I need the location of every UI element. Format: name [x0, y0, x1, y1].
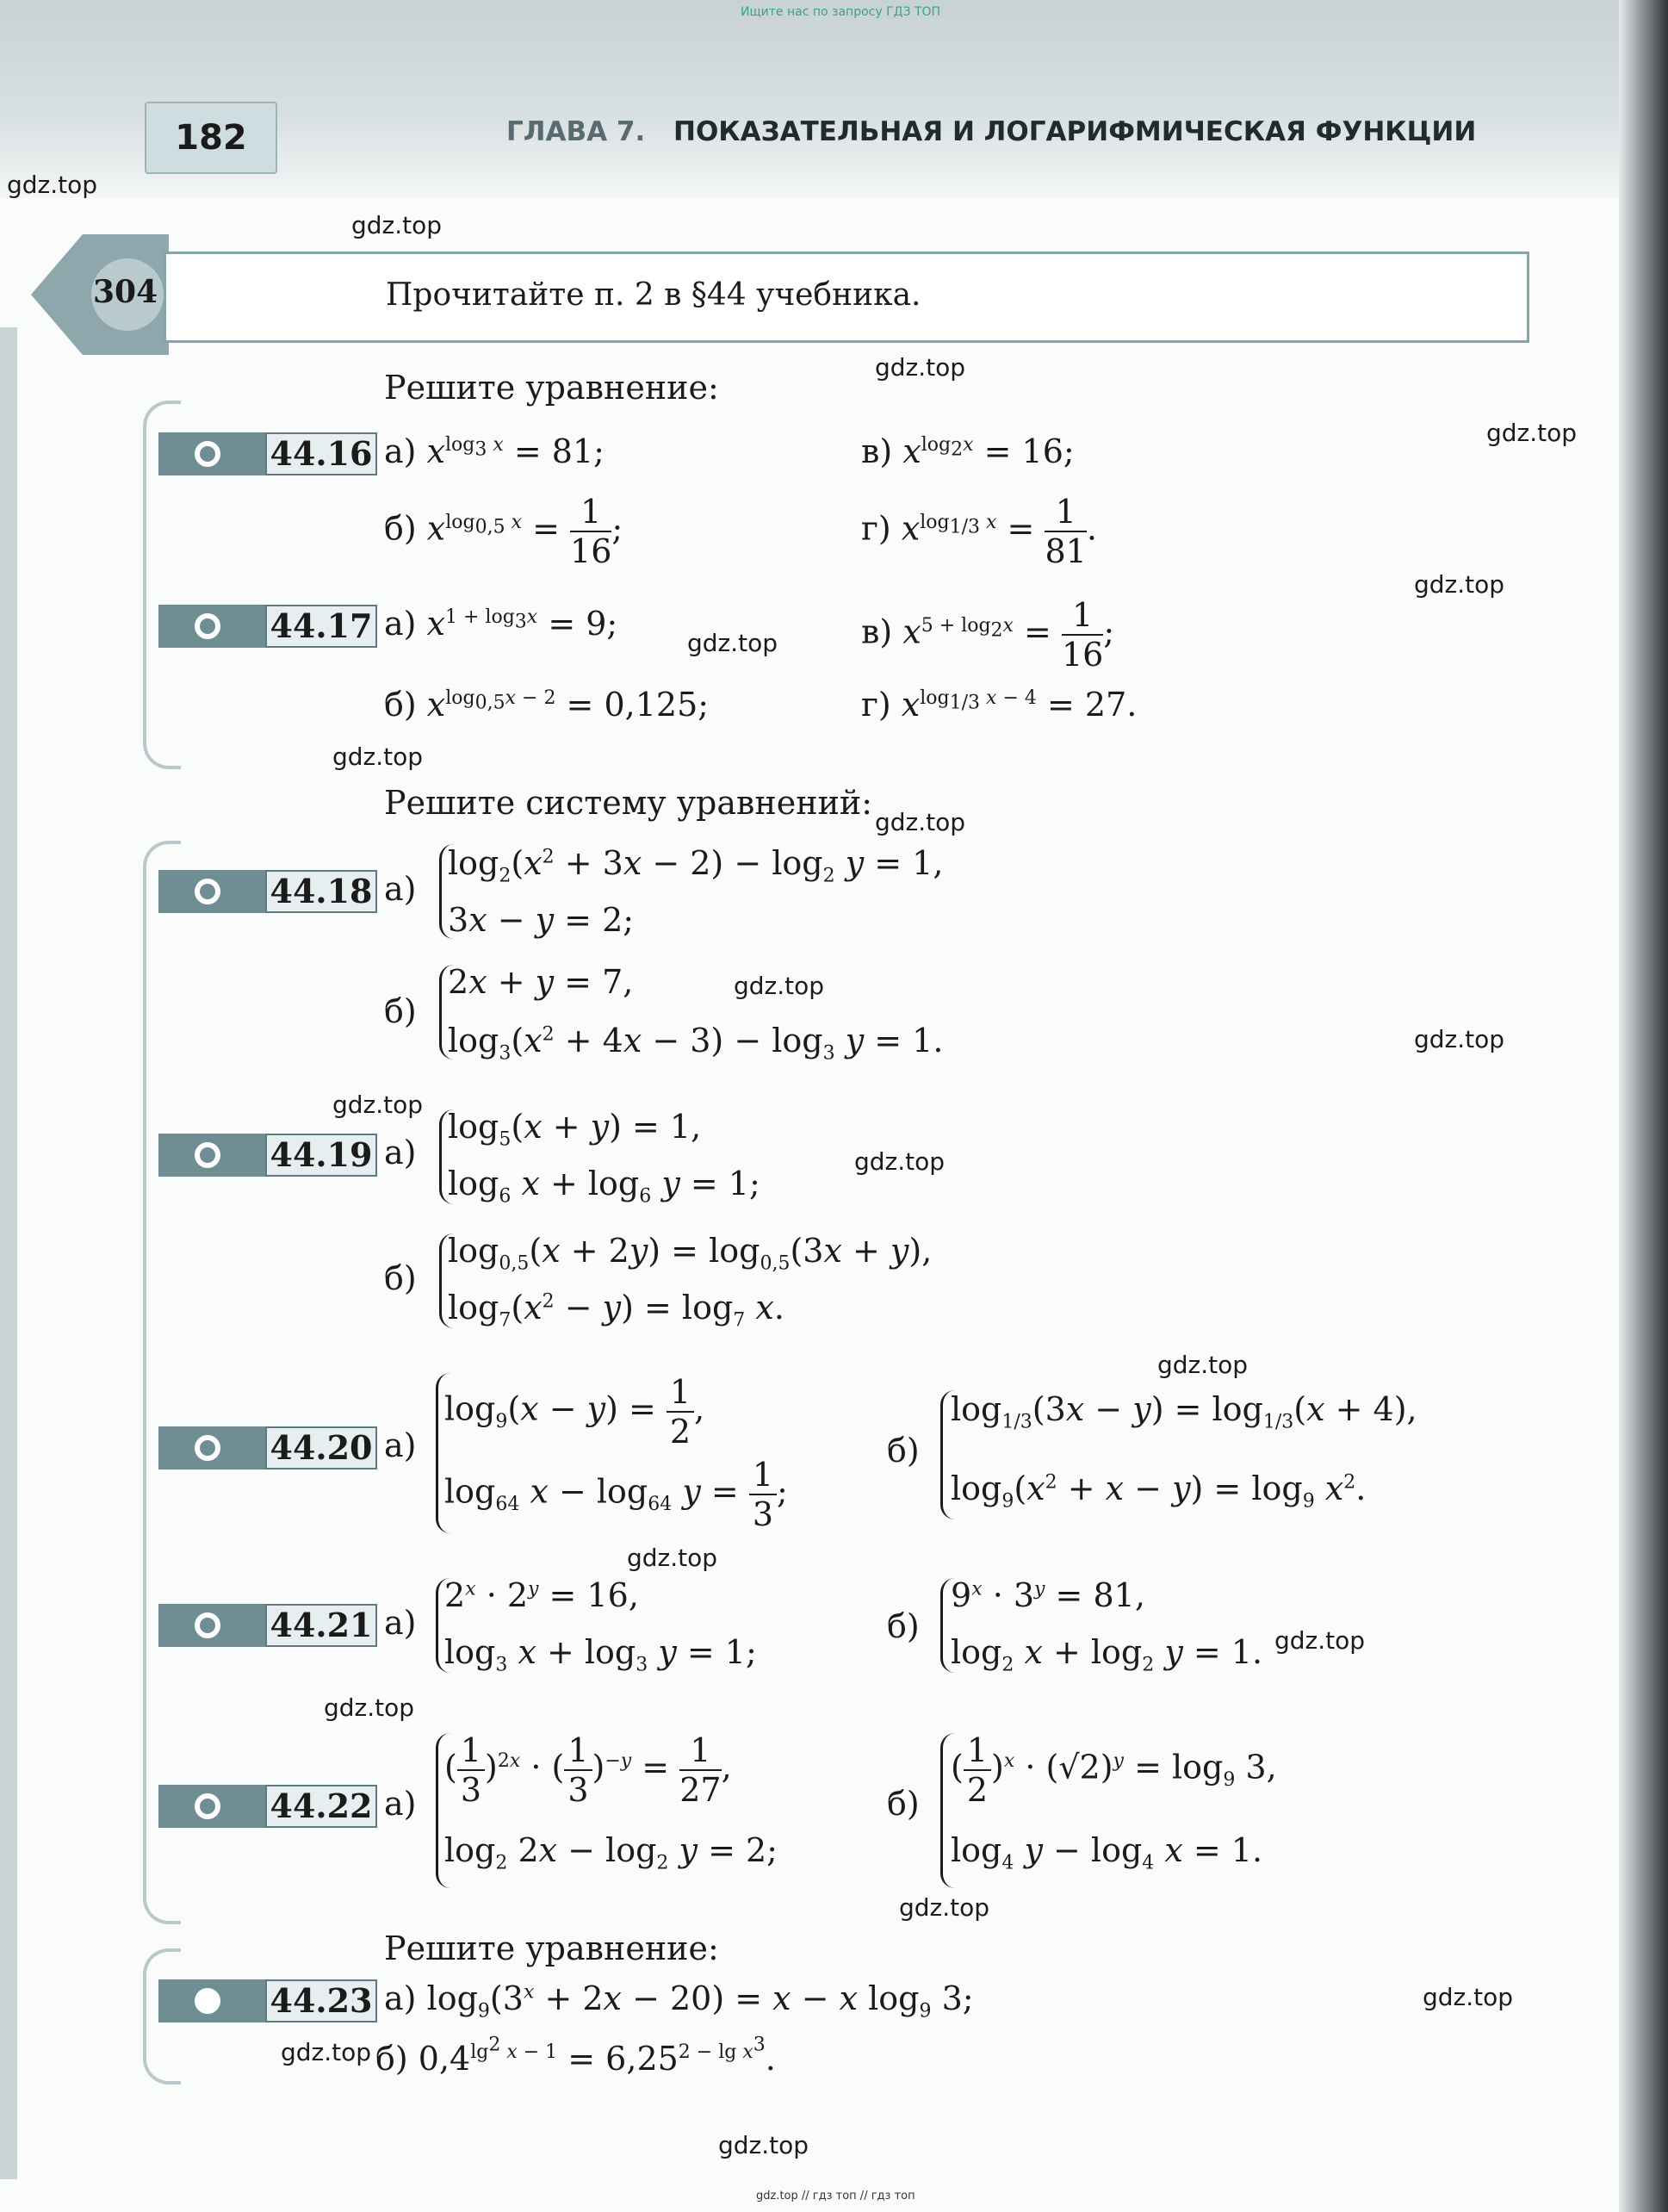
- system-equation: $\log_{1/3}(3x - y) = \log_{1/3}(x + 4)$,: [951, 1390, 1417, 1433]
- exercise-a-label: а): [384, 1604, 417, 1642]
- exercise-g: г) $x^{log_{1/3} x}$ = $\frac{1}{81}$ .: [861, 493, 1097, 570]
- task-number: 44.23: [265, 1979, 377, 2022]
- section-heading: Решите уравнение:: [384, 369, 719, 407]
- system-equation: $\log_{0,5}(x + 2y) = \log_{0,5}(3x + y)$,: [448, 1232, 933, 1275]
- watermark: gdz.top: [351, 211, 443, 239]
- page-edge-shadow: [1619, 0, 1668, 2212]
- exercise-b-label: б): [887, 1432, 920, 1469]
- page-number: 182: [145, 102, 277, 174]
- watermark: gdz.top: [875, 808, 966, 836]
- exercise-a: а) $x^{1 + log_3x} = 9$;: [384, 605, 618, 643]
- exercise-b-label: б): [887, 1607, 920, 1645]
- task-marker-dot: [195, 1793, 220, 1819]
- bottom-note: gdz.top // гдз топ // гдз топ: [756, 2190, 915, 2203]
- task-number: 44.18: [265, 870, 377, 913]
- exercise-a-label: а): [384, 1134, 417, 1171]
- watermark: gdz.top: [627, 1544, 718, 1572]
- watermark: gdz.top: [1157, 1351, 1249, 1379]
- task-marker-dot: [195, 1435, 220, 1461]
- system-equation: $2^x \cdot 2^y = 16$,: [444, 1576, 639, 1614]
- system-equation: $\log_2 2x - \log_2 y = 2$;: [444, 1831, 778, 1874]
- task-number: 44.22: [265, 1785, 377, 1828]
- task-marker-dot: [195, 613, 220, 639]
- task-number: 44.17: [265, 605, 377, 648]
- watermark: gdz.top: [281, 2038, 372, 2066]
- task-number: 44.16: [265, 432, 377, 475]
- exercise-g: г) $x^{log_{1/3} x - 4} = 27$.: [861, 686, 1138, 724]
- exercise-a-label: а): [384, 1426, 417, 1464]
- system-equation: $\log_2 x + \log_2 y = 1$.: [951, 1633, 1263, 1676]
- system-equation: ( $\frac{1}{2}$ )$^x \cdot (√2)^y = \log_9 3$,: [951, 1731, 1277, 1809]
- exercise-a: а) $\log_9(3^x + 2x - 20) = x - x$ $\log_9 3$;: [384, 1979, 974, 2022]
- task-marker-dot: [195, 1612, 220, 1638]
- watermark: gdz.top: [854, 1147, 946, 1176]
- watermark: gdz.top: [687, 629, 778, 657]
- task-number: 44.21: [265, 1604, 377, 1647]
- task-number: 44.20: [265, 1426, 377, 1469]
- watermark: gdz.top: [1274, 1626, 1366, 1655]
- task-marker-dot: [195, 1142, 220, 1168]
- exercise-b: б) $x^{log_{0,5}x - 2} = 0,125$;: [384, 686, 710, 724]
- watermark: gdz.top: [1414, 1025, 1505, 1053]
- system-equation: $\log_9(x^2 + x - y) = \log_9 x^2$.: [951, 1469, 1367, 1513]
- exercise-a-label: а): [384, 870, 417, 908]
- task-number: 44.19: [265, 1134, 377, 1177]
- system-equation: $\log_5(x + y) = 1$,: [448, 1108, 702, 1151]
- exercise-b: б) $x^{log_{0,5} x}$ = $\frac{1}{16}$ ;: [384, 493, 623, 570]
- system-equation: $\log_2(x^2 + 3x - 2) - \log_2 y = 1$,: [448, 844, 944, 887]
- exercise-v: в) $x^{5 + log_2x}$ = $\frac{1}{16}$ ;: [861, 596, 1115, 674]
- watermark: gdz.top: [332, 743, 424, 771]
- watermark: gdz.top: [332, 1090, 424, 1119]
- intro-number: 304: [93, 274, 158, 310]
- watermark: gdz.top: [324, 1693, 415, 1722]
- watermark: gdz.top: [7, 171, 98, 199]
- exercise-b-label: б): [887, 1785, 920, 1823]
- system-equation: ( $\frac{1}{3}$ )$^{2x}$ · ( $\frac{1}{3}$ )$^{-y}$ = $\frac{1}{27}$ ,: [444, 1731, 732, 1809]
- exercise-v: в) $x^{log_2x} = 16$;: [861, 432, 1075, 470]
- watermark: gdz.top: [875, 353, 966, 382]
- watermark: gdz.top: [1486, 419, 1578, 447]
- exercise-a: а) $x^{log_3 x} = 81$;: [384, 432, 605, 470]
- task-marker-dot: [195, 441, 220, 467]
- system-equation: $\log_7(x^2 - y) = \log_7 x$.: [448, 1289, 784, 1332]
- system-equation: $\log_3(x^2 + 4x - 3) - \log_3 y = 1$.: [448, 1022, 944, 1065]
- top-note: Ищите нас по запросу ГДЗ ТОП: [741, 5, 941, 19]
- watermark: gdz.top: [1423, 1983, 1514, 2011]
- system-equation: 2x + y = 7,: [448, 963, 634, 1001]
- chapter-title: ПОКАЗАТЕЛЬНАЯ И ЛОГАРИФМИЧЕСКАЯ ФУНКЦИИ: [673, 116, 1477, 147]
- watermark: gdz.top: [1414, 570, 1505, 599]
- section-heading: Решите систему уравнений:: [384, 784, 873, 822]
- exercise-b: б) $0,4^{lg^2 x - 1} = 6,25^{2 - lg x^3}$.: [375, 2035, 776, 2078]
- watermark: gdz.top: [734, 972, 825, 1000]
- watermark: gdz.top: [718, 2131, 809, 2159]
- system-equation: 3x − y = 2;: [448, 901, 635, 939]
- task-marker-dot: [195, 879, 220, 904]
- left-margin-strip: [0, 327, 17, 2179]
- system-equation: $\log_4 y - \log_4 x = 1$.: [951, 1831, 1263, 1874]
- group-bracket: [143, 841, 181, 1924]
- exercise-b-label: б): [384, 1259, 417, 1297]
- system-equation: $\log_3 x + \log_3 y = 1$;: [444, 1633, 757, 1676]
- system-equation: $\log_9(x - y)$ = $\frac{1}{2}$ ,: [444, 1373, 705, 1451]
- task-marker-dot: [195, 1988, 220, 2014]
- exercise-b-label: б): [384, 992, 417, 1030]
- section-heading: Решите уравнение:: [384, 1929, 719, 1967]
- system-equation: $\log_6 x + \log_6 y = 1$;: [448, 1165, 760, 1208]
- watermark: gdz.top: [899, 1893, 990, 1922]
- chapter-label: ГЛАВА 7.: [506, 116, 646, 147]
- system-equation: $9^x \cdot 3^y = 81$,: [951, 1576, 1145, 1614]
- intro-text: Прочитайте п. 2 в §44 учебника.: [386, 277, 921, 313]
- system-equation: $\log_{64} x - \log_{64} y$ = $\frac{1}{3}$ ;: [444, 1456, 788, 1533]
- exercise-a-label: а): [384, 1785, 417, 1823]
